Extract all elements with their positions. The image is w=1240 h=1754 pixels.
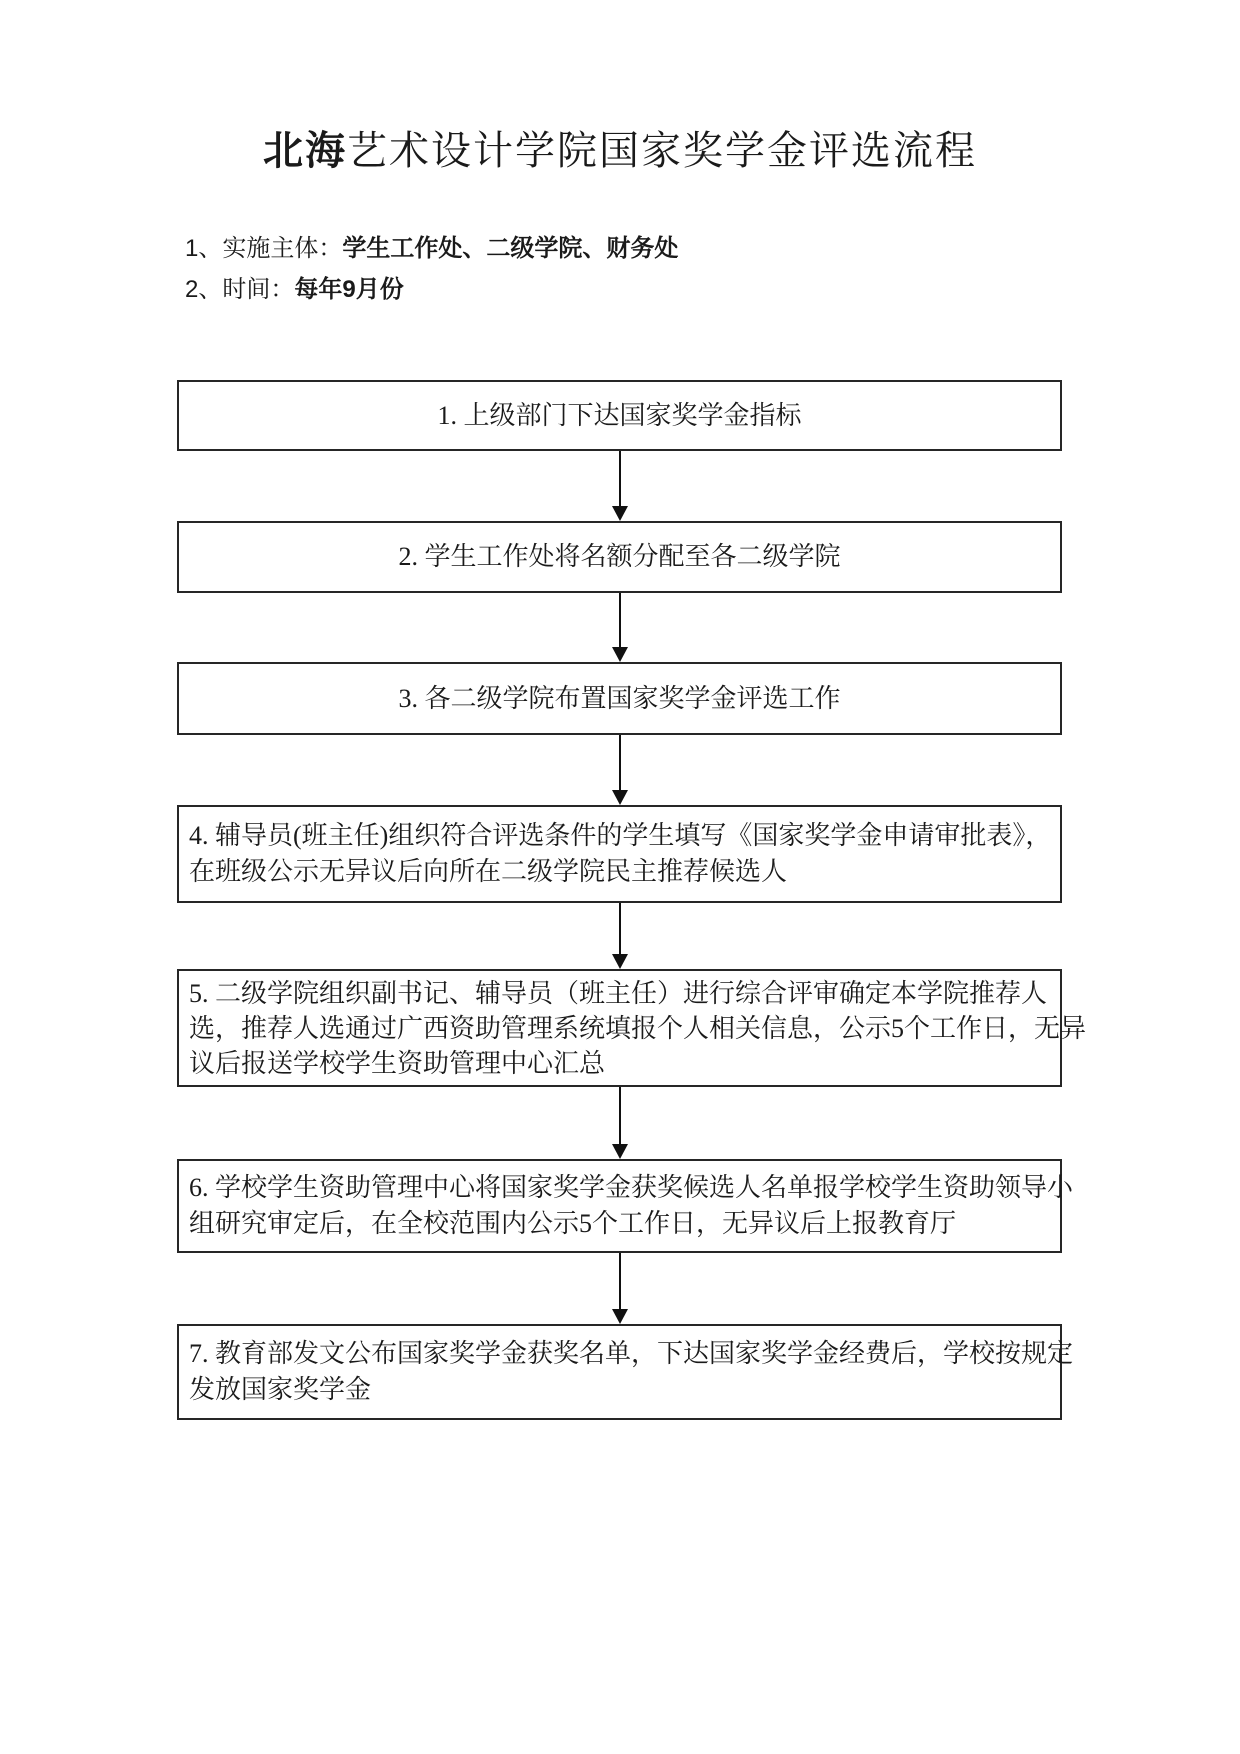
page-title [0, 127, 1240, 175]
meta-item-subject [185, 232, 678, 273]
step-line: 3. 各二级学院布置国家奖学金评选工作 [398, 683, 841, 713]
flow-step-4 [177, 805, 1062, 903]
down-arrow-connector [177, 903, 1062, 969]
step-line: 在班级公示无异议后向所在二级学院民主推荐候选人 [189, 857, 788, 886]
step-line: 选，推荐人选通过广西资助管理系统填报个人相关信息，公示5个工作日，无异 [189, 1013, 1087, 1043]
arrow-head-icon [612, 790, 628, 805]
meta-label: 1、实施主体： [185, 235, 343, 262]
step-line: 议后报送学校学生资助管理中心汇总 [189, 1048, 606, 1078]
step-line: 4. 辅导员(班主任)组织符合评选条件的学生填写《国家奖学金申请审批表》， [189, 821, 1052, 850]
page-title-prefix: 北海 [263, 128, 347, 173]
arrow-shaft [619, 903, 621, 955]
step-line: 2. 学生工作处将名额分配至各二级学院 [398, 542, 841, 571]
meta-label: 2、时间： [185, 276, 295, 303]
arrow-head-icon [612, 1144, 628, 1159]
flow-step-6 [177, 1159, 1074, 1253]
step-line: 7. 教育部发文公布国家奖学金获奖名单，下达国家奖学金经费后，学校按规定 [189, 1339, 1074, 1368]
step-line: 发放国家奖学金 [189, 1375, 372, 1404]
arrow-shaft [619, 451, 621, 507]
step-line: 1. 上级部门下达国家奖学金指标 [437, 400, 802, 430]
down-arrow-connector [177, 451, 1062, 521]
arrow-shaft [619, 1253, 621, 1310]
down-arrow-connector [177, 593, 1062, 662]
flow-step-2 [177, 521, 1062, 593]
page-title-rest: 艺术设计学院国家奖学金评选流程 [347, 128, 977, 173]
arrow-shaft [619, 1087, 621, 1145]
meta-list [185, 232, 678, 314]
arrow-shaft [619, 593, 621, 648]
down-arrow-connector [177, 1253, 1062, 1324]
flow-step-1 [177, 380, 1062, 451]
step-line: 5. 二级学院组织副书记、辅导员（班主任）进行综合评审确定本学院推荐人 [189, 978, 1048, 1008]
meta-item-time [185, 273, 678, 314]
arrow-head-icon [612, 506, 628, 521]
meta-value: 学生工作处、二级学院、财务处 [342, 235, 679, 262]
arrow-head-icon [612, 954, 628, 969]
meta-value: 每年9月份 [294, 276, 404, 303]
arrow-shaft [619, 735, 621, 791]
flow-step-3 [177, 662, 1062, 735]
arrow-head-icon [612, 1309, 628, 1324]
flowchart [177, 380, 1087, 1420]
flow-step-5 [177, 969, 1087, 1087]
arrow-head-icon [612, 647, 628, 662]
flow-step-7 [177, 1324, 1074, 1420]
step-line: 6. 学校学生资助管理中心将国家奖学金获奖候选人名单报学校学生资助领导小 [189, 1173, 1074, 1202]
down-arrow-connector [177, 735, 1062, 805]
down-arrow-connector [177, 1087, 1062, 1159]
step-line: 组研究审定后，在全校范围内公示5个工作日，无异议后上报教育厅 [189, 1209, 957, 1238]
